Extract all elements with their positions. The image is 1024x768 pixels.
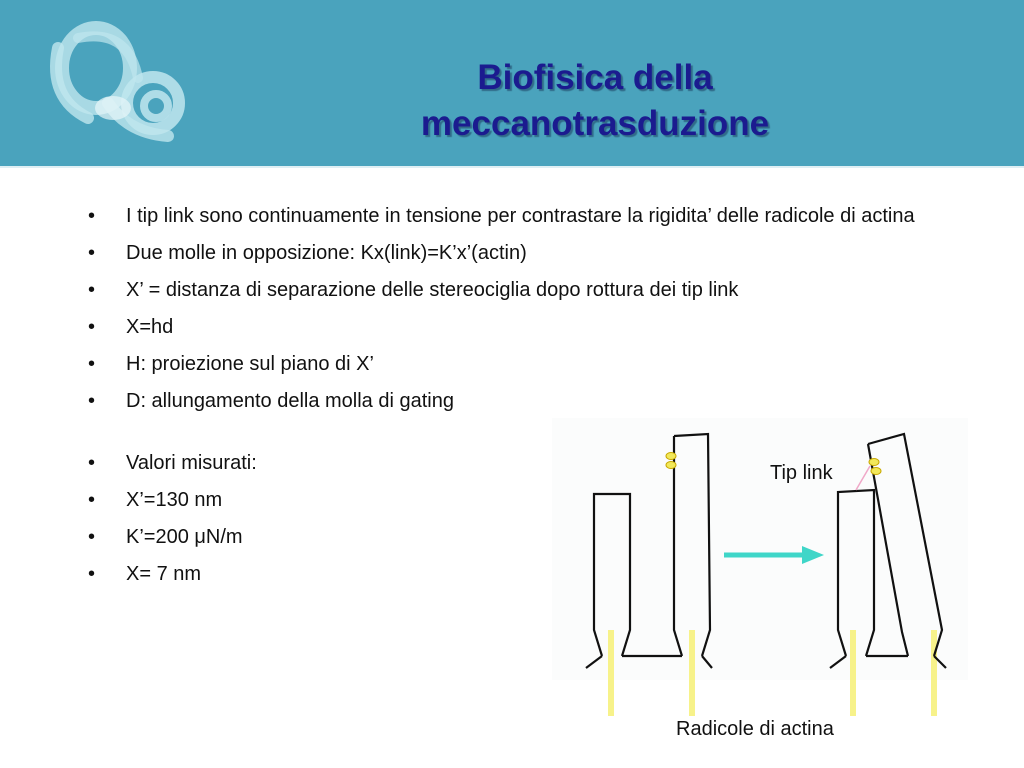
title-line-2: meccanotrasduzione (420, 104, 770, 143)
actin-rootlet-label: Radicole di actina (676, 718, 834, 740)
list-item: • Due molle in opposizione: Kx(link)=K’x’(actin) (86, 239, 966, 267)
inner-ear-icon (18, 8, 198, 158)
list-item: • Valori misurati: (86, 449, 966, 477)
tip-link-stretched (856, 466, 870, 490)
list-item: • X’=130 nm (86, 486, 966, 514)
actin-rootlet-left-1 (608, 630, 614, 716)
list-item: • I tip link sono continuamente in tensione per contrastare la rigidita’ delle radicole di actina (86, 202, 966, 230)
actin-rootlet-right-2 (931, 630, 937, 716)
tip-link-label: Tip link (770, 462, 833, 484)
deflection-arrow-icon (724, 546, 824, 564)
header-banner (0, 0, 1024, 166)
stereocilium-tall-tilted (868, 434, 942, 656)
list-item: • K’=200 μN/m (86, 523, 966, 551)
apical-surface-right (830, 656, 946, 668)
actin-rootlet-left-2 (689, 630, 695, 716)
tip-link-right (869, 459, 881, 475)
page-title (300, 55, 890, 147)
stereocilium-tall-left (674, 434, 710, 656)
actin-rootlet-right-1 (850, 630, 856, 716)
list-item: • X’ = distanza di separazione delle stereociglia dopo rottura dei tip link (86, 276, 966, 304)
list-item: • X=hd (86, 313, 966, 341)
list-item: • D: allungamento della molla di gating (86, 387, 966, 415)
list-item: • H: proiezione sul piano di X’ (86, 350, 966, 378)
title-line-1: Biofisica della (477, 58, 713, 97)
stereocilia-diagram (552, 418, 968, 728)
header-divider (0, 166, 1024, 168)
list-item: • X= 7 nm (86, 560, 966, 588)
